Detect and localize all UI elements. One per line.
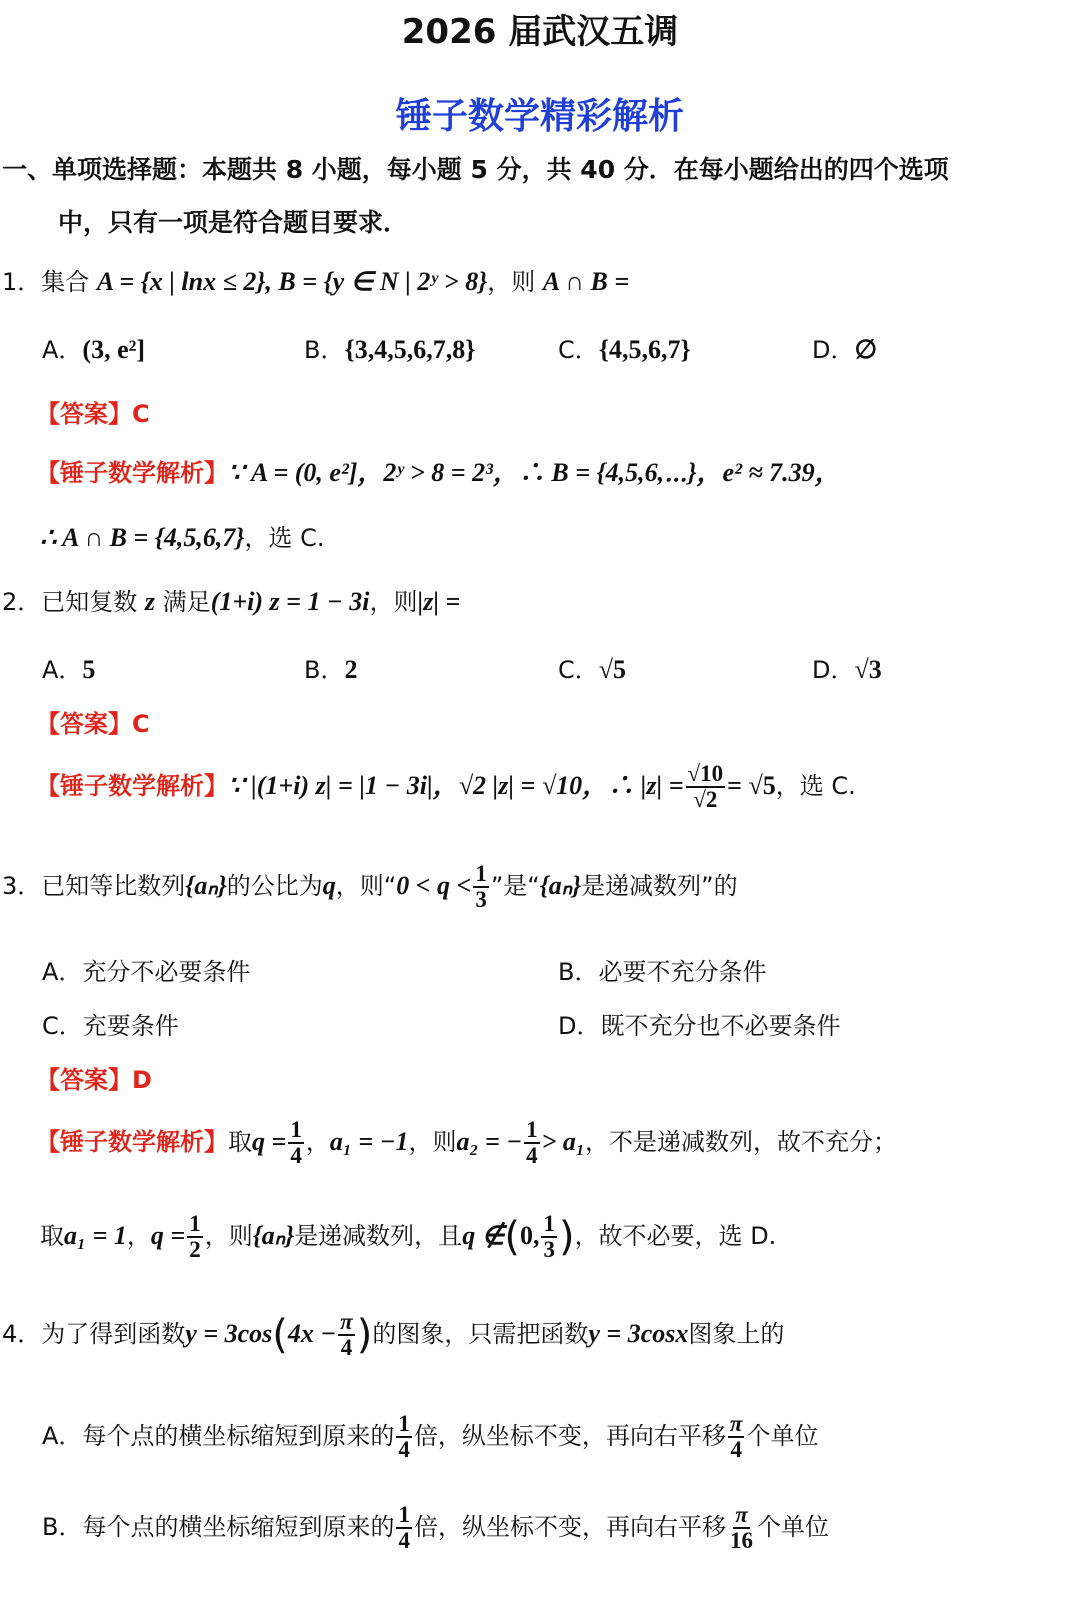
question-3: 3．已知等比数列{aₙ}的公比为q，则“0 < q < $\frac{1}{3}$ ”是“{aₙ}是递减数列”的 [2, 861, 738, 913]
option-c: C．{4,5,6,7} [558, 335, 691, 364]
solution-line: ∴ A ∩ B = {4,5,6,7}，选 C. [40, 523, 325, 552]
solution-line: 【锤子数学解析】∵ A = (0, e²]，2ʸ > 8 = 2³，∴ B = {4,5,6,⋯}，e² ≈ 7.39， [36, 458, 841, 487]
fraction: $\frac{1}{3}$ [543, 1211, 555, 1263]
solution-tag: 【锤子数学解析】 [36, 459, 228, 487]
question-number: 3． [2, 872, 42, 901]
question-number: 2． [2, 588, 42, 616]
option-c: C．√5 [558, 655, 627, 684]
option-a: A．(3, e²] [42, 335, 146, 364]
fraction: $\frac{1}{2}$ [189, 1211, 201, 1263]
option-b: B．必要不充分条件 [558, 958, 767, 986]
solution-line: 取a₁ = 1，q = $\frac{1}{2}$ ，则{aₙ}是递减数列，且q ∉(0, $\frac{1}{3}$ )，故不必要，选 D. [40, 1211, 777, 1263]
question-number: 1． [2, 268, 42, 296]
section-heading-line2: 中，只有一项是符合题目要求． [58, 208, 409, 237]
option-d: D．既不充分也不必要条件 [558, 1012, 841, 1040]
fraction: $\frac{\pi}{4}$ [340, 1309, 353, 1361]
solution-line: 【锤子数学解析】取q = $\frac{1}{4}$ ，a₁ = −1，则a₂ = − $\frac{1}{4}$ > a₁，不是递减数列，故不充分； [36, 1117, 897, 1169]
fraction: $\frac{1}{3}$ [475, 861, 487, 913]
fraction: $\frac{√10}{√2}$ [687, 761, 724, 813]
option-a: A．5 [42, 655, 96, 684]
option-d: D．∅ [812, 335, 878, 364]
solution-line: 【锤子数学解析】∵ |(1+i) z| = |1 − 3i|，√2 |z| = √10，∴ |z| = $\frac{√10}{√2}$ = √5，选 C. [36, 761, 856, 813]
fraction: $\frac{\pi}{4}$ [729, 1411, 743, 1463]
answer-line: 【答案】D [36, 1066, 152, 1094]
option-d: D．√3 [812, 655, 882, 684]
fraction: $\frac{1}{4}$ [526, 1117, 538, 1169]
fraction: $\frac{1}{4}$ [398, 1502, 410, 1554]
option-c: C．充要条件 [42, 1012, 179, 1040]
question-4: 4．为了得到函数y = 3cos(4x − $\frac{\pi}{4}$ )的图象，只需把函数y = 3cosx图象上的 [2, 1309, 785, 1361]
fraction: $\frac{\pi}{16}$ [729, 1502, 753, 1554]
question-2: 2．已知复数 z 满足(1+i) z = 1 − 3i，则|z| = [2, 587, 461, 616]
question-number: 4． [2, 1320, 42, 1349]
section-heading-line1: 一、单项选择题：本题共 8 小题，每小题 5 分，共 40 分．在每小题给出的四个选项 [2, 155, 949, 184]
math-expression: A = {x | lnx ≤ 2}, B = {y ∈ N | 2ʸ > 8} [96, 267, 488, 296]
fraction: $\frac{1}{4}$ [398, 1411, 410, 1463]
answer-line: 【答案】C [36, 710, 150, 738]
option-a: A．每个点的横坐标缩短到原来的 $\frac{1}{4}$ 倍，纵坐标不变，再向右平移 $\frac{\pi}{4}$ 个单位 [42, 1411, 819, 1463]
option-b: B．{3,4,5,6,7,8} [304, 335, 476, 364]
option-b: B．2 [304, 655, 358, 684]
page-subtitle: 锤子数学精彩解析 [395, 96, 684, 137]
fraction: $\frac{1}{4}$ [290, 1117, 302, 1169]
page-title: 2026 届武汉五调 [401, 12, 679, 52]
option-a: A．充分不必要条件 [42, 958, 251, 986]
question-1: 1．集合 A = {x | lnx ≤ 2}, B = {y ∈ N | 2ʸ > 8}，则 A ∩ B = [2, 267, 630, 296]
math-expression: A ∩ B = [542, 267, 630, 296]
option-b: B．每个点的横坐标缩短到原来的 $\frac{1}{4}$ 倍，纵坐标不变，再向右平移 $\frac{\pi}{16}$ 个单位 [42, 1502, 829, 1554]
answer-line: 【答案】C [36, 400, 150, 428]
